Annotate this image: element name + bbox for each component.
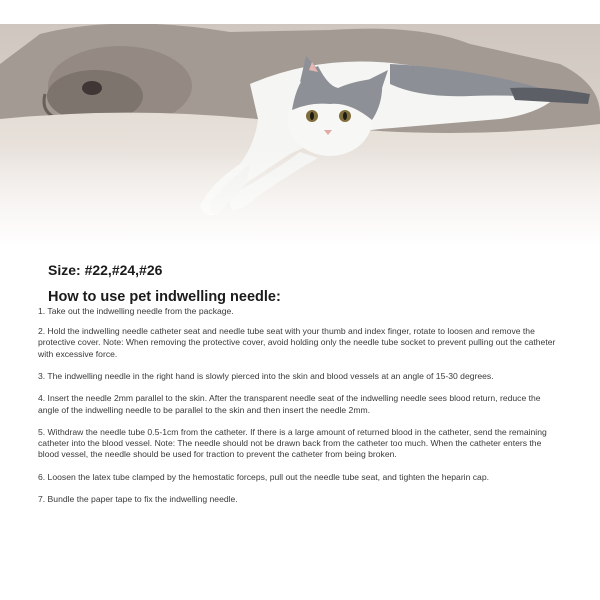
step-item: 2. Hold the indwelling needle catheter seat and needle tube seat with your thumb and index finger, rotate to loosen and remove the protective cover. Note: When removing the protective cover, avoid holding only the needle tube socket to prevent pulling out the catheter with excessive force. (38, 326, 556, 359)
size-heading: Size: #22,#24,#26 (48, 262, 163, 278)
step-item: 4. Insert the needle 2mm parallel to the skin. After the transparent needle seat of the indwelling needle sees blood return, reduce the angle of the indwelling needle to be parallel to the skin and then insert the needle 2mm. (38, 393, 541, 415)
usage-heading: How to use pet indwelling needle: (48, 289, 281, 305)
step-item: 7. Bundle the paper tape to fix the indwelling needle. (38, 494, 238, 505)
step-item: 3. The indwelling needle in the right hand is slowly pierced into the skin and blood vessels at an angle of 15-30 degrees. (38, 371, 494, 381)
instructions (38, 262, 562, 517)
pet-photo (0, 24, 600, 248)
step-item: 6. Loosen the latex tube clamped by the hemostatic forceps, pull out the needle tube seat, and tighten the heparin cap. (38, 471, 489, 482)
step-item: 5. Withdraw the needle tube 0.5-1cm from the catheter. If there is a large amount of returned blood in the catheter, send the remaining catheter into the blood vessel. Note: The needle should not be drawn back from the catheter too much. When the catheter enters the blood vessel, the needle should be used for traction to prevent the catheter from being broken. (38, 426, 547, 460)
steps-list (38, 306, 562, 505)
cat-and-dog-illustration (0, 24, 600, 248)
step-item: 1. Take out the indwelling needle from the package. (38, 306, 234, 316)
